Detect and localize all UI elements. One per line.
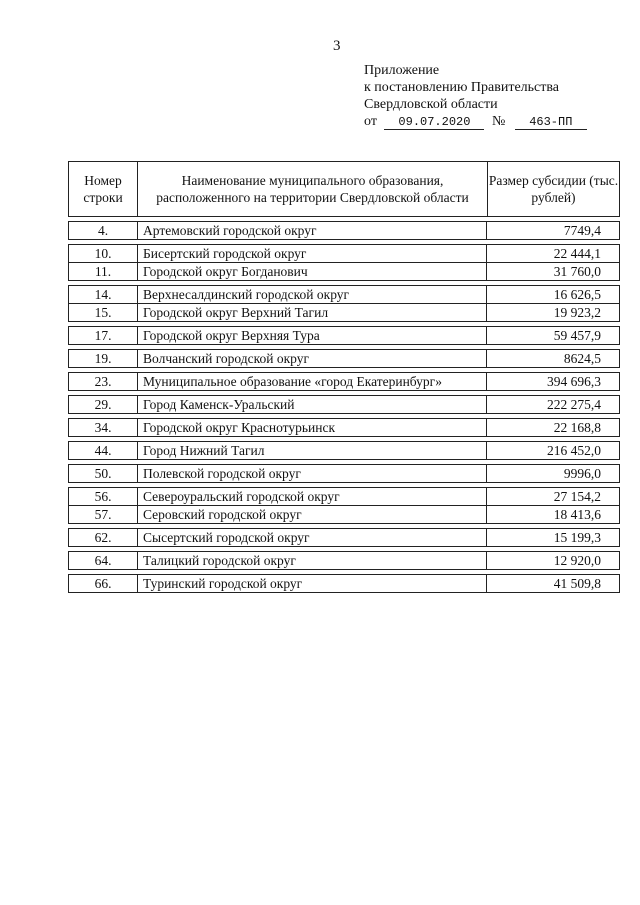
number-prefix: № (491, 114, 506, 129)
subsidy-value-cell: 59 457,9 (486, 327, 619, 344)
municipality-name-cell: Городской округ Краснотурьинск (137, 419, 486, 436)
table-header (68, 161, 620, 217)
table-row (69, 465, 619, 482)
subsidy-value-cell: 7749,4 (486, 222, 619, 239)
municipality-name-cell: Волчанский городской округ (137, 350, 486, 367)
table-body (68, 221, 620, 593)
municipality-name-cell: Городской округ Богданович (137, 263, 486, 280)
municipality-name-cell: Туринский городской округ (137, 575, 486, 592)
table-row (69, 505, 619, 523)
subsidy-value-cell: 15 199,3 (486, 529, 619, 546)
table-row (69, 262, 619, 280)
table-row (69, 552, 619, 569)
table-row-group (68, 349, 620, 368)
municipality-name-cell: Полевской городской округ (137, 465, 486, 482)
appendix-line-2: к постановлению Правительства (364, 80, 560, 95)
municipality-name-cell: Артемовский городской округ (137, 222, 486, 239)
municipality-name-cell: Талицкий городской округ (137, 552, 486, 569)
table-row-group (68, 464, 620, 483)
row-number-cell: 17. (94, 328, 112, 343)
subsidy-value-cell: 41 509,8 (486, 575, 619, 592)
row-number-cell: 4. (97, 223, 109, 238)
table-row (69, 442, 619, 459)
subsidy-value-cell: 22 444,1 (486, 245, 619, 262)
row-number-cell: 44. (94, 443, 112, 458)
table-row-group (68, 418, 620, 437)
table-row (69, 575, 619, 592)
appendix-line-3: Свердловской области (364, 97, 498, 112)
table-row (69, 303, 619, 321)
subsidy-value-cell: 8624,5 (486, 350, 619, 367)
page-number: 3 (333, 38, 341, 54)
table-row-group (68, 221, 620, 240)
table-row (69, 350, 619, 367)
table-row-group (68, 372, 620, 391)
table-row-group (68, 551, 620, 570)
row-number-cell: 66. (94, 576, 112, 591)
subsidy-table (68, 161, 620, 593)
row-number-cell: 64. (94, 553, 112, 568)
subsidy-value-cell: 394 696,3 (486, 373, 619, 390)
resolution-date: 09.07.2020 (384, 115, 484, 130)
subsidy-value-cell: 16 626,5 (486, 286, 619, 303)
table-row (69, 245, 619, 262)
table-row (69, 488, 619, 505)
table-row (69, 373, 619, 390)
municipality-name-cell: Бисертский городской округ (137, 245, 486, 262)
subsidy-value-cell: 27 154,2 (486, 488, 619, 505)
subsidy-value-cell: 19 923,2 (486, 304, 619, 321)
subsidy-value-cell: 18 413,6 (486, 506, 619, 523)
subsidy-value-cell: 12 920,0 (486, 552, 619, 569)
row-number-cell: 29. (94, 397, 112, 412)
subsidy-value-cell: 222 275,4 (486, 396, 619, 413)
municipality-name-cell: Муниципальное образование «город Екатеринбург» (137, 373, 486, 390)
subsidy-value-cell: 216 452,0 (486, 442, 619, 459)
table-row-group (68, 574, 620, 593)
table-row-group (68, 285, 620, 322)
table-row (69, 327, 619, 344)
appendix-header (364, 62, 587, 130)
row-number-cell: 19. (94, 351, 112, 366)
row-number-cell: 23. (94, 374, 112, 389)
municipality-name-cell: Серовский городской округ (137, 506, 486, 523)
table-row (69, 222, 619, 239)
row-number-cell: 10. (94, 246, 112, 261)
table-row-group (68, 487, 620, 524)
header-municipality-name: Наименование муниципального образования, расположенного на территории Свердловской области (137, 162, 487, 216)
resolution-number: 463-ПП (515, 115, 587, 130)
table-row (69, 419, 619, 436)
municipality-name-cell: Североуральский городской округ (137, 488, 486, 505)
subsidy-value-cell: 31 760,0 (486, 263, 619, 280)
row-number-cell: 62. (94, 530, 112, 545)
subsidy-value-cell: 22 168,8 (486, 419, 619, 436)
table-row-group (68, 395, 620, 414)
table-row-group (68, 528, 620, 547)
row-number-cell: 11. (94, 264, 112, 279)
municipality-name-cell: Верхнесалдинский городской округ (137, 286, 486, 303)
row-number-cell: 57. (94, 507, 112, 522)
date-prefix: от (364, 114, 377, 129)
municipality-name-cell: Город Каменск-Уральский (137, 396, 486, 413)
row-number-cell: 14. (94, 287, 112, 302)
header-row-number: Номер строки (83, 173, 123, 205)
municipality-name-cell: Городской округ Верхняя Тура (137, 327, 486, 344)
table-row-group (68, 441, 620, 460)
municipality-name-cell: Город Нижний Тагил (137, 442, 486, 459)
row-number-cell: 34. (94, 420, 112, 435)
subsidy-value-cell: 9996,0 (486, 465, 619, 482)
table-row-group (68, 244, 620, 281)
header-subsidy-size: Размер субсидии (тыс. рублей) (487, 162, 619, 216)
row-number-cell: 15. (94, 305, 112, 320)
table-row (69, 286, 619, 303)
table-row-group (68, 326, 620, 345)
municipality-name-cell: Городской округ Верхний Тагил (137, 304, 486, 321)
table-row (69, 396, 619, 413)
row-number-cell: 56. (94, 489, 112, 504)
appendix-date-line (364, 113, 587, 130)
municipality-name-cell: Сысертский городской округ (137, 529, 486, 546)
table-row (69, 529, 619, 546)
appendix-line-1: Приложение (364, 63, 440, 78)
row-number-cell: 50. (94, 466, 112, 481)
